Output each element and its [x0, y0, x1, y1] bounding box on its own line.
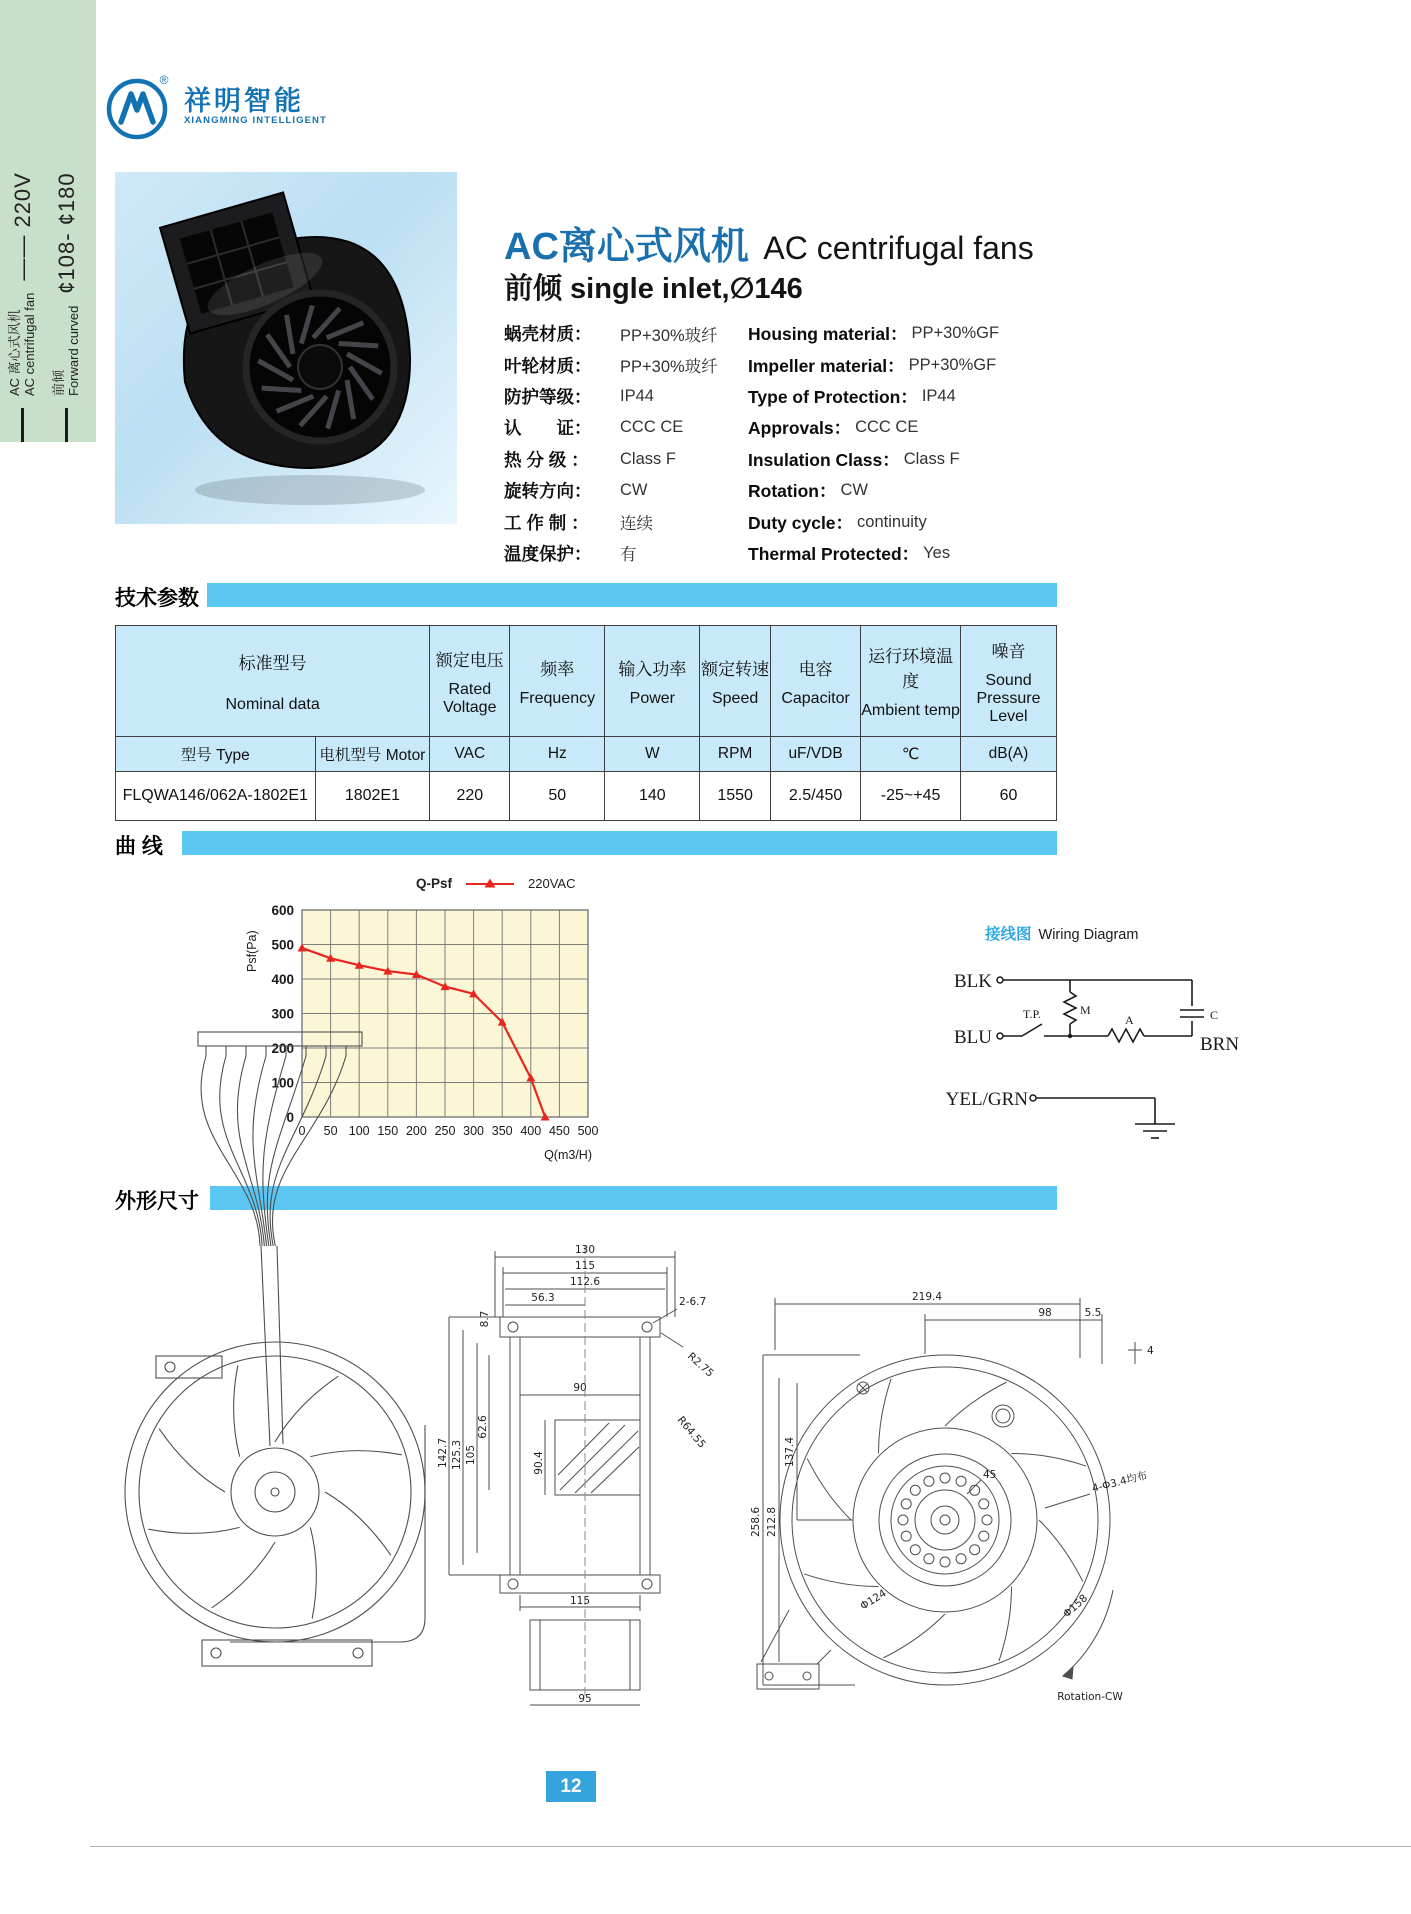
- dim-label: Φ124: [858, 1587, 889, 1613]
- dim-label: 4-Φ3.4均布: [1090, 1469, 1149, 1495]
- spec-row: [748, 381, 999, 412]
- y-tick-label: 100: [271, 1075, 294, 1091]
- bolt-hole: [924, 1476, 934, 1486]
- spec-label: Type of Protection：: [748, 386, 918, 407]
- spoke: [879, 1379, 892, 1454]
- lead-wire: [201, 1056, 260, 1246]
- spec-row: [504, 349, 718, 380]
- subheader-rpm: RPM: [700, 737, 771, 772]
- x-tick-label: 400: [520, 1124, 542, 1138]
- y-tick-label: 400: [271, 972, 294, 987]
- fan-illustration: [115, 172, 457, 524]
- dim-label: 4: [1147, 1345, 1154, 1357]
- dim-label: 90: [573, 1382, 587, 1394]
- spec-label: Approvals：: [748, 418, 852, 439]
- spec-value: 连续: [620, 515, 653, 534]
- subheader-type: 型号 Type: [116, 737, 316, 772]
- spec-label: 温度保护：: [504, 543, 592, 564]
- bolt-hole: [940, 1557, 950, 1567]
- bolt-hole: [924, 1554, 934, 1564]
- sidebar-strip: [0, 0, 96, 442]
- y-tick-label: 300: [271, 1006, 294, 1022]
- label-thermal-protector: T.P.: [1023, 1007, 1041, 1021]
- cell-type: FLQWA146/062A-1802E1: [116, 772, 316, 821]
- col-header-power: 输入功率 Power: [605, 626, 700, 737]
- x-tick-label: 300: [463, 1124, 485, 1138]
- rotation-direction-label: Rotation-CW: [1057, 1691, 1123, 1703]
- dim-drawing-section-view: [425, 1235, 745, 1720]
- legend-series-label: 220VAC: [528, 876, 576, 891]
- dim-label: 258.6: [750, 1506, 762, 1538]
- bolt-hole: [956, 1476, 966, 1486]
- spec-label: 工 作 制 ：: [504, 512, 589, 533]
- spec-row: [504, 444, 718, 475]
- subheader-vac: VAC: [430, 737, 510, 772]
- bolt-hole: [901, 1531, 911, 1541]
- subheader-hz: Hz: [510, 737, 605, 772]
- wiring-diagram: [930, 944, 1260, 1159]
- spec-row: [748, 506, 999, 537]
- col-header-capacitor: 电容 Capacitor: [770, 626, 860, 737]
- page-title: [504, 215, 1034, 270]
- spec-row: [504, 412, 718, 443]
- x-tick-label: 500: [577, 1124, 599, 1138]
- spec-label: Insulation Class：: [748, 449, 900, 470]
- wire-label-blu: BLU: [954, 1027, 992, 1048]
- bolt-hole: [898, 1515, 908, 1525]
- col-header-frequency: 频率 Frequency: [510, 626, 605, 737]
- section-title-tech: 技术参数: [115, 587, 199, 610]
- dim-label: 142.7: [437, 1437, 449, 1469]
- brand-logo: [104, 70, 327, 142]
- section-bar: [182, 831, 1057, 855]
- spoke: [807, 1458, 851, 1520]
- spec-row: [504, 538, 718, 569]
- dim-label: 95: [578, 1693, 592, 1705]
- dim-label: 130: [574, 1244, 596, 1256]
- spoke: [804, 1574, 879, 1587]
- spec-list-cn: [504, 318, 718, 569]
- x-tick-label: 200: [405, 1124, 427, 1138]
- y-tick-label: 200: [271, 1041, 294, 1056]
- spec-value: IP44: [620, 386, 654, 405]
- col-header-nominal: [116, 626, 430, 737]
- spec-label: 蜗壳材质：: [504, 324, 592, 345]
- sidebar-voltage: —— 220V: [9, 172, 35, 281]
- lead-wire: [263, 1056, 286, 1246]
- spec-row: [504, 318, 718, 349]
- cell-hz: 50: [510, 772, 605, 821]
- registered-mark: ®: [159, 73, 169, 87]
- sidebar-line-voltage: [8, 104, 37, 442]
- spoke: [212, 1542, 275, 1608]
- spec-label: 旋转方向：: [504, 481, 592, 502]
- spec-label: Duty cycle：: [748, 512, 854, 533]
- logo-text: [184, 87, 327, 126]
- label-capacitor: C: [1210, 1008, 1219, 1022]
- curve-title: Q-Psf: [416, 876, 453, 891]
- wire-label-brn: BRN: [1200, 1034, 1240, 1055]
- dim-label: 137.4: [784, 1436, 796, 1468]
- y-axis-label: Psf(Pa): [245, 930, 259, 972]
- spoke: [999, 1586, 1012, 1661]
- x-tick-label: 100: [348, 1124, 370, 1138]
- spoke: [325, 1492, 391, 1555]
- sidebar-type-cn: 前倾: [51, 369, 66, 396]
- sidebar-line-size: [52, 104, 81, 442]
- spec-value: continuity: [857, 512, 927, 531]
- x-tick-label: 350: [491, 1124, 513, 1138]
- wire-label-yelgrn: YEL/GRN: [945, 1089, 1028, 1110]
- wiring-diagram-title: [985, 922, 1138, 944]
- subheader-uf: uF/VDB: [770, 737, 860, 772]
- col-header-en: Nominal data: [225, 695, 320, 713]
- dim-label: 5.5: [1084, 1307, 1102, 1319]
- lead-wire: [272, 1056, 346, 1246]
- spec-label: 防护等级：: [504, 386, 592, 407]
- dim-label: 8.7: [479, 1310, 491, 1328]
- bolt-hole: [940, 1473, 950, 1483]
- lead-wire: [237, 1056, 264, 1246]
- spec-value: CW: [840, 481, 868, 500]
- separator-bar: [65, 408, 68, 442]
- x-tick-label: 150: [377, 1124, 399, 1138]
- cell-vac: 220: [430, 772, 510, 821]
- spec-label: 认 证：: [504, 418, 592, 439]
- wiring-title-en: Wiring Diagram: [1038, 927, 1139, 943]
- dim-label: 115: [574, 1260, 596, 1272]
- subheader-temp: ℃: [861, 737, 961, 772]
- spec-row: [504, 506, 718, 537]
- sidebar-product-name: [8, 293, 37, 396]
- sidebar-size-range: ¢108- ¢180: [53, 172, 79, 294]
- section-title-dims: 外形尺寸: [115, 1190, 199, 1213]
- spoke: [148, 1527, 239, 1533]
- dim-label: 62.6: [477, 1415, 489, 1439]
- bolt-hole: [956, 1554, 966, 1564]
- subheader-db: dB(A): [960, 737, 1056, 772]
- dim-label: 212.8: [766, 1506, 778, 1538]
- spoke: [310, 1451, 401, 1457]
- sidebar-type-name: [52, 306, 81, 396]
- spec-label: 热 分 级 ：: [504, 449, 589, 470]
- dim-label: Φ158: [1060, 1592, 1091, 1621]
- dim-drawing-front-view: [745, 1280, 1165, 1710]
- dim-drawing-side-view: [110, 1020, 430, 1720]
- page-subtitle: 前倾 single inlet,∅146: [504, 273, 803, 305]
- x-tick-label: 450: [548, 1124, 570, 1138]
- bolt-hole: [979, 1531, 989, 1541]
- bolt-hole: [910, 1545, 920, 1555]
- dim-label: R2.75: [684, 1350, 716, 1380]
- spoke: [1011, 1454, 1086, 1467]
- spec-value: CW: [620, 481, 648, 500]
- spec-value: PP+30%GF: [911, 324, 1000, 343]
- dim-label: 90.4: [533, 1451, 545, 1475]
- spec-value: PP+30%玻纤: [620, 326, 718, 345]
- sidebar-product-cn: AC 离心式风机: [7, 309, 22, 396]
- blade: [339, 344, 379, 346]
- dim-label: 115: [569, 1595, 591, 1607]
- spec-row: [748, 349, 999, 380]
- col-header-ambient: 运行环境温度 Ambient temp: [861, 626, 961, 737]
- page-number: 12: [546, 1771, 596, 1802]
- spec-label: Housing material：: [748, 324, 908, 345]
- spec-value: 有: [620, 546, 637, 565]
- section-title-curve: 曲 线: [115, 835, 163, 858]
- sidebar-product-en: AC centrifugal fan: [21, 292, 37, 396]
- spoke: [275, 1376, 338, 1442]
- spoke: [310, 1527, 316, 1618]
- table-row: [116, 772, 1057, 821]
- sidebar-type-en: Forward curved: [65, 305, 81, 396]
- dim-label: 98: [1038, 1307, 1052, 1319]
- spec-row: [748, 538, 999, 569]
- spoke: [883, 1614, 945, 1658]
- spec-value: Class F: [903, 449, 960, 468]
- subheader-motor: 电机型号 Motor: [315, 737, 430, 772]
- dim-label: 105: [465, 1444, 477, 1466]
- x-tick-label: 250: [434, 1124, 456, 1138]
- parameters-table: [115, 625, 1057, 821]
- wiring-title-cn: 接线图: [985, 926, 1032, 943]
- x-tick-label: 0: [298, 1124, 306, 1138]
- spec-value: PP+30%玻纤: [620, 358, 718, 377]
- bolt-hole: [910, 1485, 920, 1495]
- spec-row: [504, 475, 718, 506]
- col-header-speed: 额定转速 Speed: [700, 626, 771, 737]
- spec-row: [748, 475, 999, 506]
- dim-label: 125.3: [451, 1439, 463, 1471]
- spoke: [159, 1429, 225, 1492]
- curve-legend: [416, 876, 575, 891]
- label-motor: M: [1080, 1003, 1091, 1017]
- y-tick-label: 500: [271, 937, 294, 953]
- dim-label: 56.3: [531, 1292, 555, 1304]
- col-header-voltage: 额定电压 Rated Voltage: [430, 626, 510, 737]
- spoke: [234, 1365, 240, 1456]
- col-header-cn: 标准型号: [238, 653, 307, 673]
- y-tick-label: 0: [286, 1110, 294, 1125]
- dim-label: 45: [983, 1469, 997, 1481]
- spec-value: IP44: [921, 386, 956, 405]
- legend-line-marker-icon: [464, 878, 516, 890]
- x-axis-label: Q(m3/H): [544, 1148, 592, 1162]
- spec-label: 叶轮材质：: [504, 355, 592, 376]
- spec-row: [504, 381, 718, 412]
- spec-value: CCC CE: [620, 418, 684, 437]
- logo-text-cn: 祥明智能: [184, 85, 304, 116]
- product-photo: [115, 172, 457, 524]
- label-aux-winding: A: [1125, 1013, 1134, 1027]
- dim-label: 219.4: [911, 1291, 943, 1303]
- blade: [262, 388, 302, 390]
- wire-label-blk: BLK: [954, 971, 992, 992]
- bolt-hole: [979, 1499, 989, 1509]
- dim-label: 2-6.7: [679, 1296, 707, 1308]
- cell-motor: 1802E1: [315, 772, 430, 821]
- spec-label: Thermal Protected：: [748, 543, 920, 564]
- spec-value: Class F: [620, 449, 676, 468]
- page-title-en: AC centrifugal fans: [763, 230, 1034, 266]
- cell-w: 140: [605, 772, 700, 821]
- spec-label: Rotation：: [748, 481, 837, 502]
- cell-cap: 2.5/450: [770, 772, 860, 821]
- cell-db: 60: [960, 772, 1056, 821]
- footer-rule: [90, 1846, 1411, 1847]
- x-tick-label: 50: [323, 1124, 338, 1138]
- spoke: [1039, 1520, 1083, 1582]
- bolt-hole: [982, 1515, 992, 1525]
- spec-list-en: [748, 318, 999, 569]
- logo-mark-icon: [104, 70, 174, 142]
- page-title-cn: AC离心式风机: [504, 226, 749, 268]
- subheader-w: W: [605, 737, 700, 772]
- dim-label: 112.6: [569, 1276, 601, 1288]
- logo-text-en: XIANGMING INTELLIGENT: [184, 114, 327, 126]
- cell-temp: -25~+45: [861, 772, 961, 821]
- spec-row: [748, 318, 999, 349]
- col-header-noise: 噪音 Sound Pressure Level: [960, 626, 1056, 737]
- section-bar: [207, 583, 1057, 607]
- dim-label: R64.55: [674, 1414, 708, 1451]
- spec-value: PP+30%GF: [908, 355, 997, 374]
- bolt-hole: [970, 1545, 980, 1555]
- spec-row: [748, 444, 999, 475]
- cell-rpm: 1550: [700, 772, 771, 821]
- spec-label: Impeller material：: [748, 355, 905, 376]
- spec-value: CCC CE: [855, 418, 919, 437]
- spec-row: [748, 412, 999, 443]
- separator-bar: [21, 408, 24, 442]
- bolt-hole: [901, 1499, 911, 1509]
- spec-value: Yes: [923, 543, 951, 562]
- y-tick-label: 600: [271, 903, 294, 918]
